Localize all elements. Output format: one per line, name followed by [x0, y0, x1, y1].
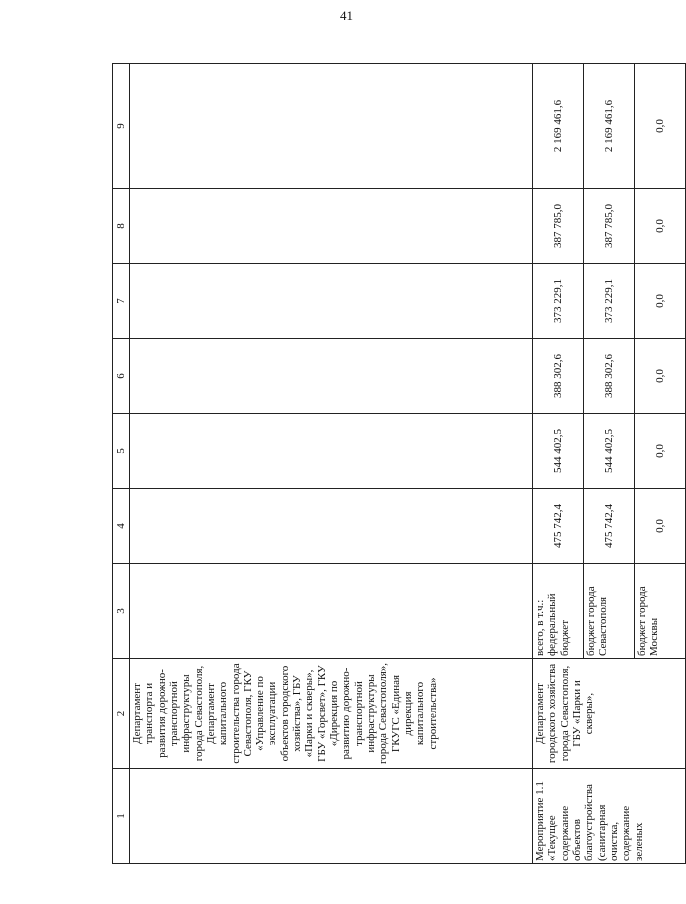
table-row — [533, 64, 584, 864]
value-cell: 544 402,5 — [584, 414, 635, 489]
value-cell: 0,0 — [635, 64, 686, 189]
header-cell: 1 — [113, 769, 130, 864]
table-header-row — [113, 64, 130, 864]
value-cell: 475 742,4 — [533, 489, 584, 564]
responsible-executors: Департамент транспорта и развития дорожно-транспортной инфраструктуры города Севастополя, Департамент капитального строительства города Севастополя, ГКУ «Управление по эксплуатации объектов городского хозяйства», ГБУ «Парки и скверы», ГБУ «Горсвет», ГКУ «Дирекция по развитию дорожно-транспортной инфраструктуры города Севастополя», ГКУГС «Единая дирекция капитального строительства» — [130, 659, 533, 769]
value-cell — [130, 189, 533, 264]
header-cell: 4 — [113, 489, 130, 564]
value-cell — [130, 64, 533, 189]
row1-col1 — [130, 769, 533, 864]
funding-source-federal: федеральный бюджет — [546, 593, 571, 656]
header-cell: 9 — [113, 64, 130, 189]
value-cell: 387 785,0 — [584, 189, 635, 264]
value-cell: 0,0 — [635, 489, 686, 564]
header-cell: 6 — [113, 339, 130, 414]
row1-col3 — [130, 564, 533, 659]
header-cell: 8 — [113, 189, 130, 264]
value-cell: 388 302,6 — [584, 339, 635, 414]
value-cell: 0,0 — [635, 414, 686, 489]
funding-source: бюджет города Севастополя — [584, 564, 635, 659]
value-cell: 544 402,5 — [533, 414, 584, 489]
value-cell: 2 169 461,6 — [533, 64, 584, 189]
value-cell — [130, 339, 533, 414]
value-cell: 373 229,1 — [533, 264, 584, 339]
value-cell: 373 229,1 — [584, 264, 635, 339]
header-cell: 2 — [113, 659, 130, 769]
measure-executors: Департамент городского хозяйства города Севастополя, ГБУ «Парки и скверы», — [533, 659, 686, 769]
page-number: 41 — [340, 8, 353, 23]
table-row — [130, 64, 533, 864]
value-cell — [130, 264, 533, 339]
value-cell: 475 742,4 — [584, 489, 635, 564]
funding-source: бюджет города Москвы — [635, 564, 686, 659]
value-cell: 0,0 — [635, 189, 686, 264]
value-cell — [130, 489, 533, 564]
value-cell: 388 302,6 — [533, 339, 584, 414]
value-cell: 387 785,0 — [533, 189, 584, 264]
value-cell — [130, 414, 533, 489]
budget-table — [112, 63, 686, 864]
value-cell: 0,0 — [635, 339, 686, 414]
value-cell: 0,0 — [635, 264, 686, 339]
budget-table-rotated — [112, 64, 666, 864]
header-cell: 3 — [113, 564, 130, 659]
funding-source-total: всего, в т.ч.: — [534, 599, 546, 656]
measure-name: Мероприятие 1.1 «Текущее содержание объектов благоустройства (санитарная очистка, содержание зеленых — [533, 769, 686, 864]
header-cell: 7 — [113, 264, 130, 339]
funding-source — [533, 564, 584, 659]
header-cell: 5 — [113, 414, 130, 489]
value-cell: 2 169 461,6 — [584, 64, 635, 189]
